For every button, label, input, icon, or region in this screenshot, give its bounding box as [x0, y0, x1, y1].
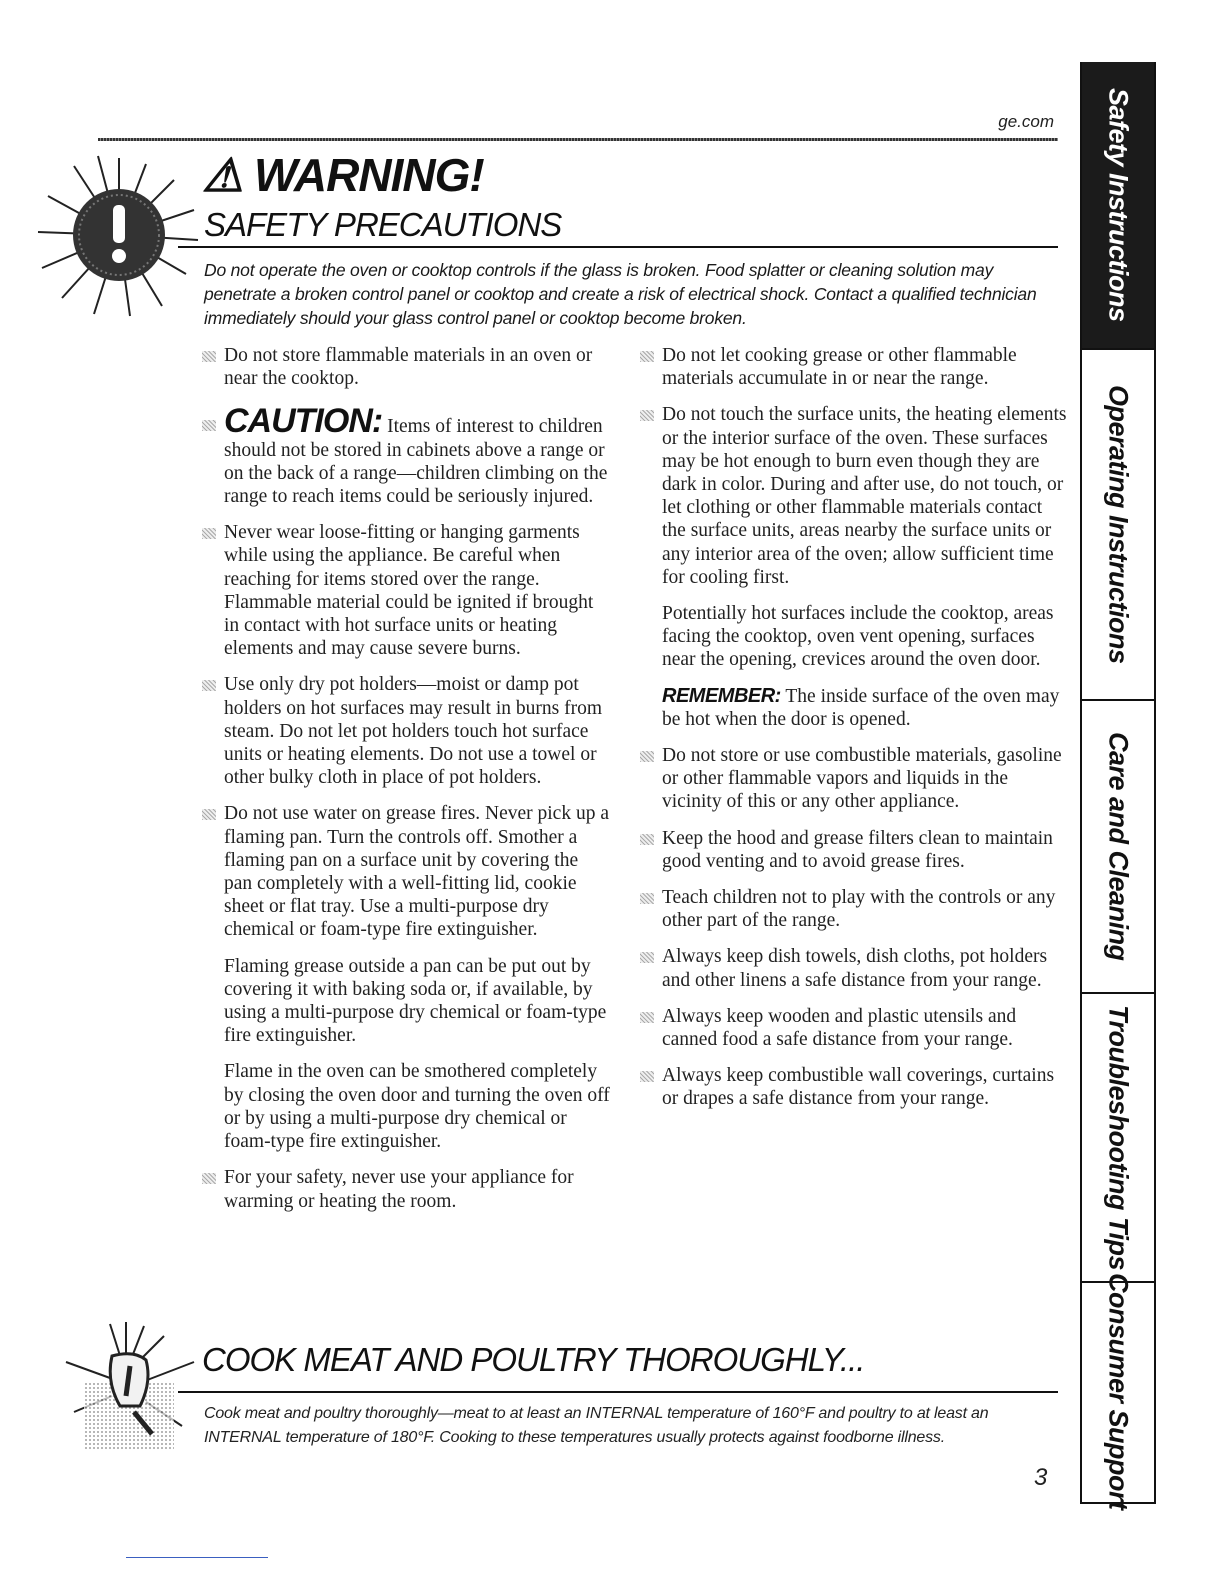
cook-rule: [178, 1391, 1058, 1393]
item-text: Teach children not to play with the controls or any other part of the range.: [662, 887, 1056, 932]
list-item: [638, 945, 1068, 991]
tab-label: Troubleshooting Tips: [1103, 1005, 1134, 1270]
remember-note: [638, 685, 1068, 731]
item-text: Always keep wooden and plastic utensils and canned food a safe distance from your range.: [662, 1005, 1017, 1051]
tab-label: Safety Instructions: [1103, 88, 1134, 322]
item-text: Do not use water on grease fires. Never pick up a flaming pan. Turn the controls off. Smother a flaming pan on a surface unit by covering the pan completely with a well-fitting lid, cookie sheet or flat tray. Use a multi-purpose dry chemical or foam-type fire extinguisher.: [224, 803, 609, 941]
list-item: [638, 344, 1068, 390]
warning-title: [202, 150, 484, 200]
item-text: Do not store or use combustible materials, gasoline or other flammable vapors and liquids in the vicinity of this or any other appliance.: [662, 745, 1062, 813]
item-text: Never wear loose-fitting or hanging garments while using the appliance. Be careful when reaching for items stored over the range. Flammable material could be ignited if brought in contact with hot surface units or heating elements and may cause severe burns.: [224, 522, 594, 660]
tab-label: Care and Cleaning: [1103, 732, 1134, 961]
remember-text: The inside surface of the oven may be hot when the door is opened.: [662, 685, 1060, 730]
header-rule: [98, 138, 1058, 141]
tab-operating-instructions[interactable]: [1082, 350, 1154, 701]
bullet-icon: [640, 351, 654, 362]
exclamation-burst-icon: [34, 150, 204, 320]
caution-item: [200, 402, 610, 508]
bullet-icon: [640, 834, 654, 845]
tab-label: Operating Instructions: [1103, 385, 1134, 664]
page-number: 3: [1034, 1464, 1048, 1491]
bullet-icon: [640, 952, 654, 963]
tab-troubleshooting-tips[interactable]: [1082, 994, 1154, 1283]
item-text: Keep the hood and grease filters clean to maintain good venting and to avoid grease fires.: [662, 827, 1053, 872]
paragraph: Flame in the oven can be smothered completely by closing the oven door and turning the oven off or by using a multi-purpose dry chemical or foam-type fire extinguisher.: [224, 1061, 610, 1153]
paragraph: Flaming grease outside a pan can be put out by covering it with baking soda or, if available, by using a multi-purpose dry chemical or foam-type fire extinguisher.: [224, 955, 607, 1047]
warning-triangle-icon: ⚠: [202, 149, 243, 201]
list-item: [638, 744, 1068, 814]
list-item: [638, 886, 1068, 932]
bullet-icon: [202, 528, 216, 539]
warning-subtitle: SAFETY PRECAUTIONS: [204, 206, 562, 243]
warning-body: Do not operate the oven or cooktop controls if the glass is broken. Food splatter or cleaning solution may penetrate a broken control panel or cooktop and create a risk of electrical shock. Contact a qualified technician immediately should your glass control panel or cooktop become broken.: [204, 260, 1037, 328]
bullet-icon: [640, 893, 654, 904]
list-item: [200, 344, 610, 390]
bullet-icon: [640, 1012, 654, 1023]
caution-text: Items of interest to children should not be stored in cabinets above a range or on the back of a range—children climbing on the range to reach items could be seriously injured.: [224, 416, 608, 508]
warning-title-text: WARNING!: [254, 149, 484, 201]
tab-consumer-support[interactable]: [1082, 1273, 1154, 1510]
bullet-icon: [640, 410, 654, 421]
bullet-icon: [202, 1173, 216, 1184]
list-item: [200, 673, 610, 789]
footer-line: [126, 1557, 268, 1558]
bullet-icon: [202, 351, 216, 362]
item-text: For your safety, never use your appliance for warming or heating the room.: [224, 1167, 574, 1212]
remember-label: REMEMBER:: [662, 684, 781, 707]
list-item: [200, 1166, 610, 1212]
left-column: [200, 344, 610, 1226]
list-item: [638, 827, 1068, 873]
caution-label: CAUTION:: [224, 402, 383, 441]
paragraph: Potentially hot surfaces include the cooktop, areas facing the cooktop, oven vent opening, surfaces near the opening, crevices around the oven door.: [662, 603, 1054, 671]
list-item: [638, 1005, 1068, 1051]
section-tabs: [1080, 62, 1156, 1510]
site-url: ge.com: [998, 112, 1054, 131]
item-text: Do not let cooking grease or other flammable materials accumulate in or near the range.: [662, 345, 1017, 390]
item-text: Use only dry pot holders—moist or damp pot holders on hot surfaces may result in burns from steam. Do not let pot holders touch hot surface units or heating elements. Do not use a towel or other bulky cloth in place of pot holders.: [224, 674, 603, 789]
tab-label: Consumer Support: [1103, 1273, 1134, 1510]
item-text: Always keep combustible wall coverings, curtains or drapes a safe distance from your range.: [662, 1065, 1055, 1110]
item-text: Do not touch the surface units, the heating elements or the interior surface of the oven. These surfaces may be hot enough to burn even though they are dark in color. During and after use, do not touch, or let clothing or other flammable materials contact the surface units, areas nearby the surface units or any interior area of the oven; allow sufficient time for cooling first.: [662, 404, 1067, 588]
bullet-icon: [202, 680, 216, 691]
list-item: [638, 1064, 1068, 1110]
warning-rule: [178, 246, 1058, 248]
list-item: [638, 403, 1068, 589]
bullet-icon: [202, 809, 216, 820]
bullet-icon: [202, 420, 216, 431]
bullet-icon: [640, 1071, 654, 1082]
list-item: [200, 521, 610, 660]
tab-care-and-cleaning[interactable]: [1082, 701, 1154, 994]
tab-safety-instructions[interactable]: [1082, 62, 1154, 350]
meat-thermometer-icon: [60, 1322, 200, 1452]
cook-meat-body: Cook meat and poultry thoroughly—meat to at least an INTERNAL temperature of 160°F and poultry to at least an INTERNAL temperature of 180°F. Cooking to these temperatures usually protects against foodborne illness.: [204, 1405, 989, 1446]
bullet-icon: [640, 751, 654, 762]
cook-meat-title: COOK MEAT AND POULTRY THOROUGHLY...: [202, 1341, 865, 1378]
right-column: [638, 344, 1068, 1124]
item-text: Always keep dish towels, dish cloths, pot holders and other linens a safe distance from your range.: [662, 946, 1048, 991]
list-item: [200, 802, 610, 941]
item-text: Do not store flammable materials in an oven or near the cooktop.: [224, 345, 593, 390]
